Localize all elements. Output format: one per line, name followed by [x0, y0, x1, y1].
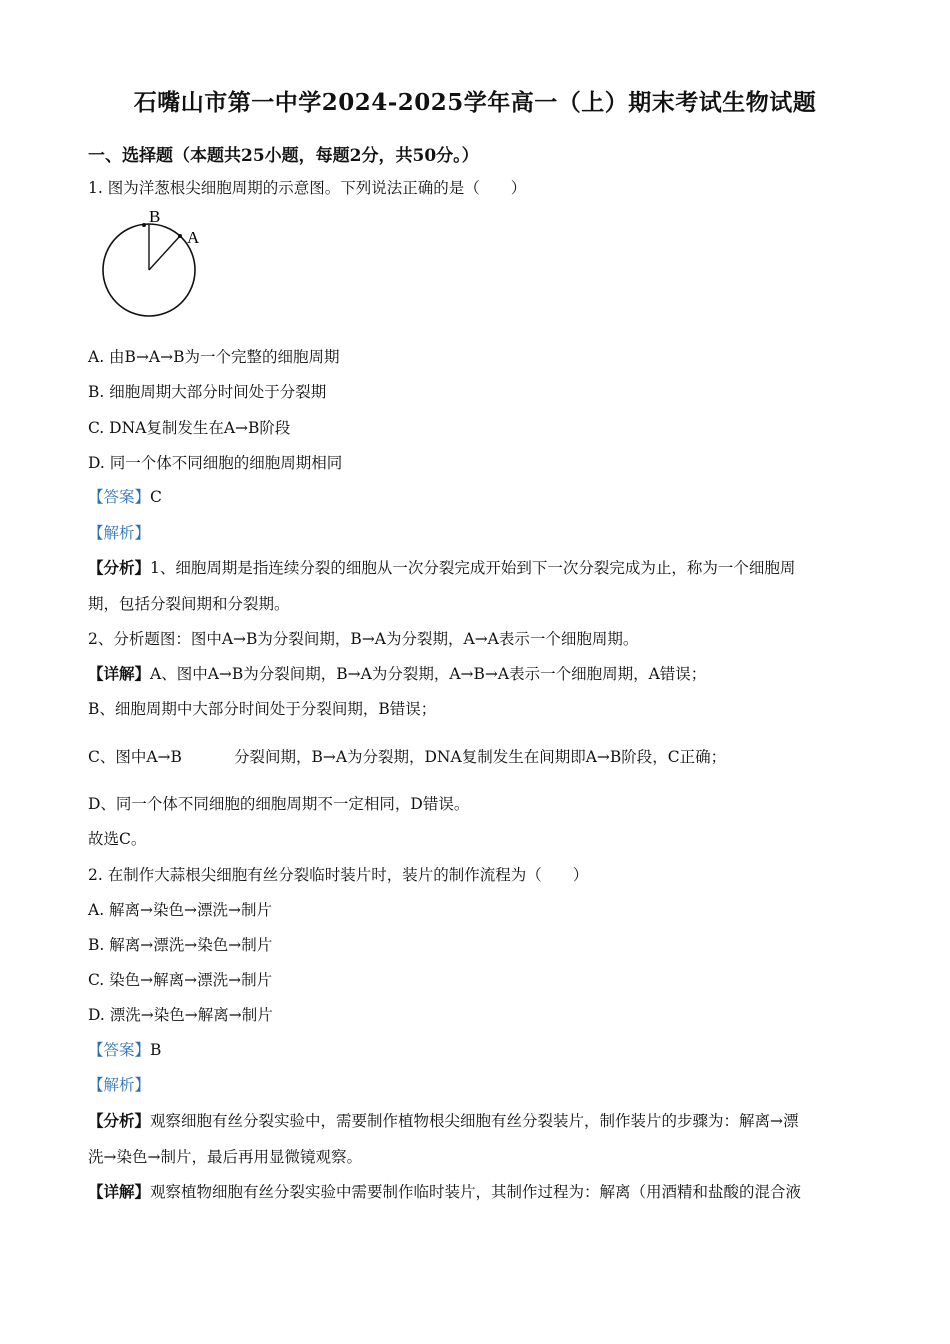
xiangjie-text: A、图中A→B为分裂间期，B→A为分裂期，A→B→A表示一个细胞周期，A错误；	[150, 665, 707, 683]
q2-option-d: D. 漂洗→染色→解离→制片	[88, 1006, 273, 1024]
question-2-stem: 2. 在制作大蒜根尖细胞有丝分裂临时装片时，装片的制作流程为（ ）	[88, 866, 589, 884]
xiangjie-tag: 【详解】	[88, 1182, 151, 1201]
q1-analysis-tag: 【解析】	[88, 524, 151, 542]
answer-tag: 【答案】	[88, 488, 151, 506]
xiangjie-3-part-a: C、图中A→B	[88, 748, 182, 766]
q1-xiangjie-4: D、同一个体不同细胞的细胞周期不一定相同，D错误。	[88, 795, 470, 813]
fenxi-text: 观察细胞有丝分裂实验中，需要制作植物根尖细胞有丝分裂装片，制作装片的步骤为：解离→漂	[150, 1112, 799, 1130]
q2-fenxi-1	[88, 1111, 799, 1131]
label-b: B	[149, 207, 161, 226]
point-a	[178, 234, 182, 238]
cell-cycle-diagram	[88, 205, 208, 330]
q2-answer	[88, 1040, 161, 1060]
q2-option-c: C. 染色→解离→漂洗→制片	[88, 971, 273, 989]
q1-answer	[88, 487, 162, 507]
fenxi-text: 1、细胞周期是指连续分裂的细胞从一次分裂完成开始到下一次分裂完成为止，称为一个细胞周	[150, 559, 796, 577]
q1-option-d: D. 同一个体不同细胞的细胞周期相同	[88, 454, 343, 472]
xiangjie-tag: 【详解】	[88, 664, 151, 683]
xiangjie-text: 观察植物细胞有丝分裂实验中需要制作临时装片，其制作过程为：解离（用酒精和盐酸的混合液	[150, 1183, 802, 1201]
q1-xiangjie-1	[88, 664, 706, 684]
q2-option-a: A. 解离→染色→漂洗→制片	[88, 901, 273, 919]
q1-fenxi-3: 2、分析题图：图中A→B为分裂间期，B→A为分裂期，A→A表示一个细胞周期。	[88, 630, 639, 648]
q1-option-a: A. 由B→A→B为一个完整的细胞周期	[88, 348, 340, 366]
q1-fenxi-2: 期，包括分裂间期和分裂期。	[88, 595, 290, 613]
q2-xiangjie-1	[88, 1182, 801, 1202]
question-1-stem: 1. 图为洋葱根尖细胞周期的示意图。下列说法正确的是（ ）	[88, 179, 527, 197]
label-a: A	[187, 228, 200, 247]
q1-option-b: B. 细胞周期大部分时间处于分裂期	[88, 383, 327, 401]
fenxi-tag: 【分析】	[88, 558, 151, 577]
q2-analysis-tag: 【解析】	[88, 1076, 151, 1094]
q2-option-b: B. 解离→漂洗→染色→制片	[88, 936, 273, 954]
q1-xiangjie-3	[88, 747, 726, 767]
answer-tag: 【答案】	[88, 1041, 151, 1059]
fenxi-tag: 【分析】	[88, 1111, 151, 1130]
radius-a	[149, 236, 180, 270]
answer-value: B	[150, 1041, 162, 1059]
q1-xiangjie-2: B、细胞周期中大部分时间处于分裂间期，B错误；	[88, 700, 437, 718]
q1-option-c: C. DNA复制发生在A→B阶段	[88, 419, 291, 437]
answer-value: C	[150, 488, 162, 506]
section-heading: 一、选择题（本题共25小题，每题2分，共50分。）	[88, 146, 479, 166]
xiangjie-3-part-b: 分裂间期，B→A为分裂期，DNA复制发生在间期即A→B阶段，C正确；	[233, 748, 727, 766]
q1-conclusion: 故选C。	[88, 830, 147, 848]
point-b	[142, 223, 146, 227]
q1-fenxi-1	[88, 558, 795, 578]
q2-fenxi-2: 洗→染色→制片，最后再用显微镜观察。	[88, 1148, 362, 1166]
page-title: 石嘴山市第一中学2024-2025学年高一（上）期末考试生物试题	[133, 89, 817, 116]
